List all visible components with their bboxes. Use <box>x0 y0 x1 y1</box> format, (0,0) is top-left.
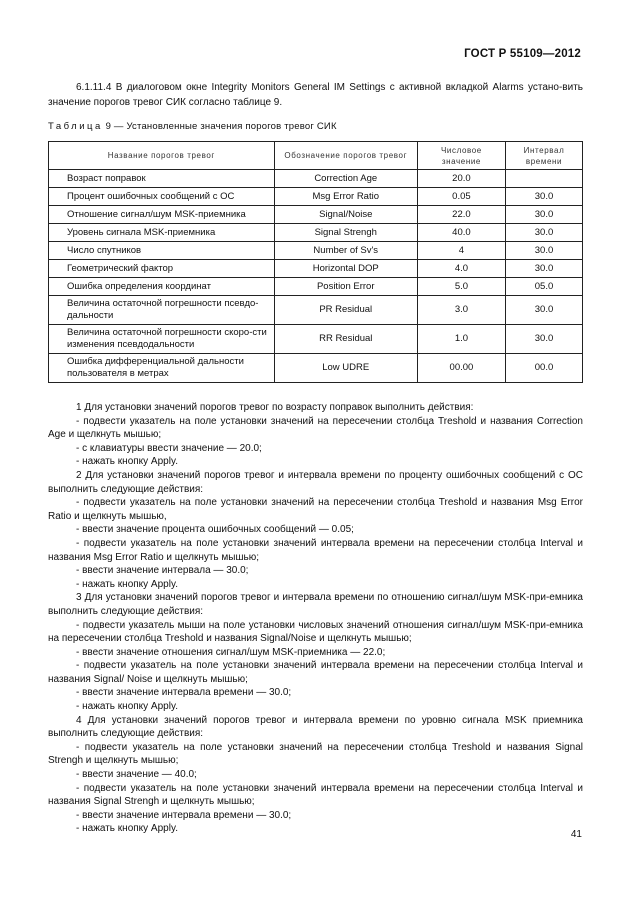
intro-text: 6.1.11.4 В диалоговом окне Integrity Monitors General IM Settings с активной вкладкой Alarms устано-вить значение порогов тревог СИК согласно таблице 9. <box>48 82 583 108</box>
table-row <box>49 188 583 206</box>
table-header-row <box>49 142 583 170</box>
threshold-value-cell: 5.0 <box>417 278 505 296</box>
threshold-value-cell: 3.0 <box>417 296 505 325</box>
table-row <box>49 278 583 296</box>
table-row <box>49 260 583 278</box>
threshold-name-cell: Ошибка определения координат <box>49 278 275 296</box>
threshold-code-cell: Signal Strengh <box>274 224 417 242</box>
table-row <box>49 325 583 354</box>
instruction-line: - нажать кнопку Apply. <box>76 823 178 835</box>
threshold-code-cell: PR Residual <box>274 296 417 325</box>
col-header-interval: Интервал времени <box>506 142 583 170</box>
instruction-line: 1 Для установки значений порогов тревог по возрасту поправок выполнить действия: <box>76 402 474 413</box>
instruction-line: - подвести указатель на поле установки значений интервала времени на пересечении столбца Interval и названия Signal/ Noise и щелкнуть мышью; <box>48 660 583 685</box>
table-row <box>49 206 583 224</box>
threshold-interval-cell: 30.0 <box>506 296 583 325</box>
table-row <box>49 242 583 260</box>
instruction-line: - подвести указатель на поле установки значений на пересечении столбца Treshold и названия Msg Error Ratio и щелкнуть мышью, <box>48 497 583 522</box>
threshold-interval-cell: 30.0 <box>506 325 583 354</box>
threshold-interval-cell: 30.0 <box>506 242 583 260</box>
instruction-line: - ввести значение интервала времени — 30.0; <box>76 809 292 821</box>
threshold-code-cell: Horizontal DOP <box>274 260 417 278</box>
threshold-value-cell: 1.0 <box>417 325 505 354</box>
threshold-name-cell: Возраст поправок <box>49 170 275 188</box>
threshold-name-cell: Величина остаточной погрешности скоро-сти изменения псевдодальности <box>49 325 275 354</box>
instruction-line: 4 Для установки значений порогов тревог и интервала времени по уровню сигнала MSK приемника выполнить следующие действия: <box>48 714 583 740</box>
instruction-line: - ввести значение интервала времени — 30.0; <box>76 687 292 699</box>
threshold-interval-cell: 30.0 <box>506 206 583 224</box>
threshold-name-cell: Уровень сигнала MSK-приемника <box>49 224 275 242</box>
instruction-line: - ввести значение отношения сигнал/шум MSK-приемника — 22.0; <box>76 646 386 658</box>
table-row <box>49 170 583 188</box>
instruction-line: - подвести указатель на поле установки значений интервала времени на пересечении столбца Interval и названия Signal Strengh и щелкнуть мышью; <box>48 782 583 808</box>
table-caption-text: 9 — Установленные значения порогов тревог СИК <box>105 121 337 132</box>
threshold-interval-cell: 30.0 <box>506 188 583 206</box>
threshold-interval-cell: 05.0 <box>506 278 583 296</box>
threshold-interval-cell: 00.0 <box>506 354 583 383</box>
threshold-value-cell: 4.0 <box>417 260 505 278</box>
intro-paragraph <box>48 80 583 110</box>
standard-header: ГОСТ Р 55109—2012 <box>464 48 581 60</box>
threshold-code-cell: Signal/Noise <box>274 206 417 224</box>
table-caption-label: Таблица <box>48 121 103 132</box>
threshold-code-cell: Low UDRE <box>274 354 417 383</box>
table-caption <box>48 121 337 132</box>
threshold-name-cell: Геометрический фактор <box>49 260 275 278</box>
instruction-line: - подвести указатель на поле установки значений на пересечении столбца Treshold и названия Correction Age и щелкнуть мышью; <box>48 415 583 441</box>
threshold-code-cell: Position Error <box>274 278 417 296</box>
instruction-line: - подвести указатель на поле установки значений интервала времени на пересечении столбца Interval и названия Msg Error Ratio и щелкнуть мышью; <box>48 537 583 563</box>
threshold-name-cell: Величина остаточной погрешности псевдо-дальности <box>49 296 275 325</box>
col-header-name: Название порогов тревог <box>49 142 275 170</box>
threshold-code-cell: Msg Error Ratio <box>274 188 417 206</box>
table-row <box>49 354 583 383</box>
threshold-value-cell: 40.0 <box>417 224 505 242</box>
threshold-name-cell: Число спутников <box>49 242 275 260</box>
instruction-line: - ввести значение — 40.0; <box>76 769 197 781</box>
threshold-value-cell: 0.05 <box>417 188 505 206</box>
instruction-line: - с клавиатуры ввести значение — 20.0; <box>76 442 262 454</box>
instructions-text <box>48 401 583 836</box>
instruction-line: - ввести значение интервала — 30.0; <box>76 565 249 577</box>
instruction-line: - ввести значение процента ошибочных сообщений — 0.05; <box>76 524 354 536</box>
threshold-name-cell: Ошибка дифференциальной дальности пользователя в метрах <box>49 354 275 383</box>
threshold-interval-cell: 30.0 <box>506 260 583 278</box>
thresholds-table <box>48 141 583 383</box>
instruction-line: - подвести указатель на поле установки значений на пересечении столбца Treshold и названия Signal Strengh и щелкнуть мышью; <box>48 741 583 767</box>
instruction-line: - нажать кнопку Apply. <box>76 456 178 468</box>
threshold-value-cell: 4 <box>417 242 505 260</box>
threshold-interval-cell <box>506 170 583 188</box>
table-row <box>49 296 583 325</box>
threshold-code-cell: RR Residual <box>274 325 417 354</box>
threshold-code-cell: Number of Sv's <box>274 242 417 260</box>
instruction-line: - нажать кнопку Apply. <box>76 578 178 590</box>
threshold-value-cell: 22.0 <box>417 206 505 224</box>
threshold-name-cell: Отношение сигнал/шум MSK-приемника <box>49 206 275 224</box>
col-header-value: Числовое значение <box>417 142 505 170</box>
col-header-code: Обозначение порогов тревог <box>274 142 417 170</box>
page-number: 41 <box>570 829 582 840</box>
threshold-code-cell: Correction Age <box>274 170 417 188</box>
instruction-line: 2 Для установки значений порогов тревог и интервала времени по проценту ошибочных сообщений с ОС выполнить следующие действия: <box>48 469 583 495</box>
instruction-line: - нажать кнопку Apply. <box>76 701 178 713</box>
threshold-interval-cell: 30.0 <box>506 224 583 242</box>
table-row <box>49 224 583 242</box>
instruction-line: - подвести указатель мыши на поле установки числовых значений отношения сигнал/шум MSK-при-емника на пересечении столбца Treshold и названия Signal/Noise и щелкнуть мышью; <box>48 619 583 645</box>
threshold-name-cell: Процент ошибочных сообщений с ОС <box>49 188 275 206</box>
threshold-value-cell: 00.00 <box>417 354 505 383</box>
threshold-value-cell: 20.0 <box>417 170 505 188</box>
instruction-line: 3 Для установки значений порогов тревог и интервала времени по отношению сигнал/шум MSK-при-емника выполнить следующие действия: <box>48 592 583 617</box>
